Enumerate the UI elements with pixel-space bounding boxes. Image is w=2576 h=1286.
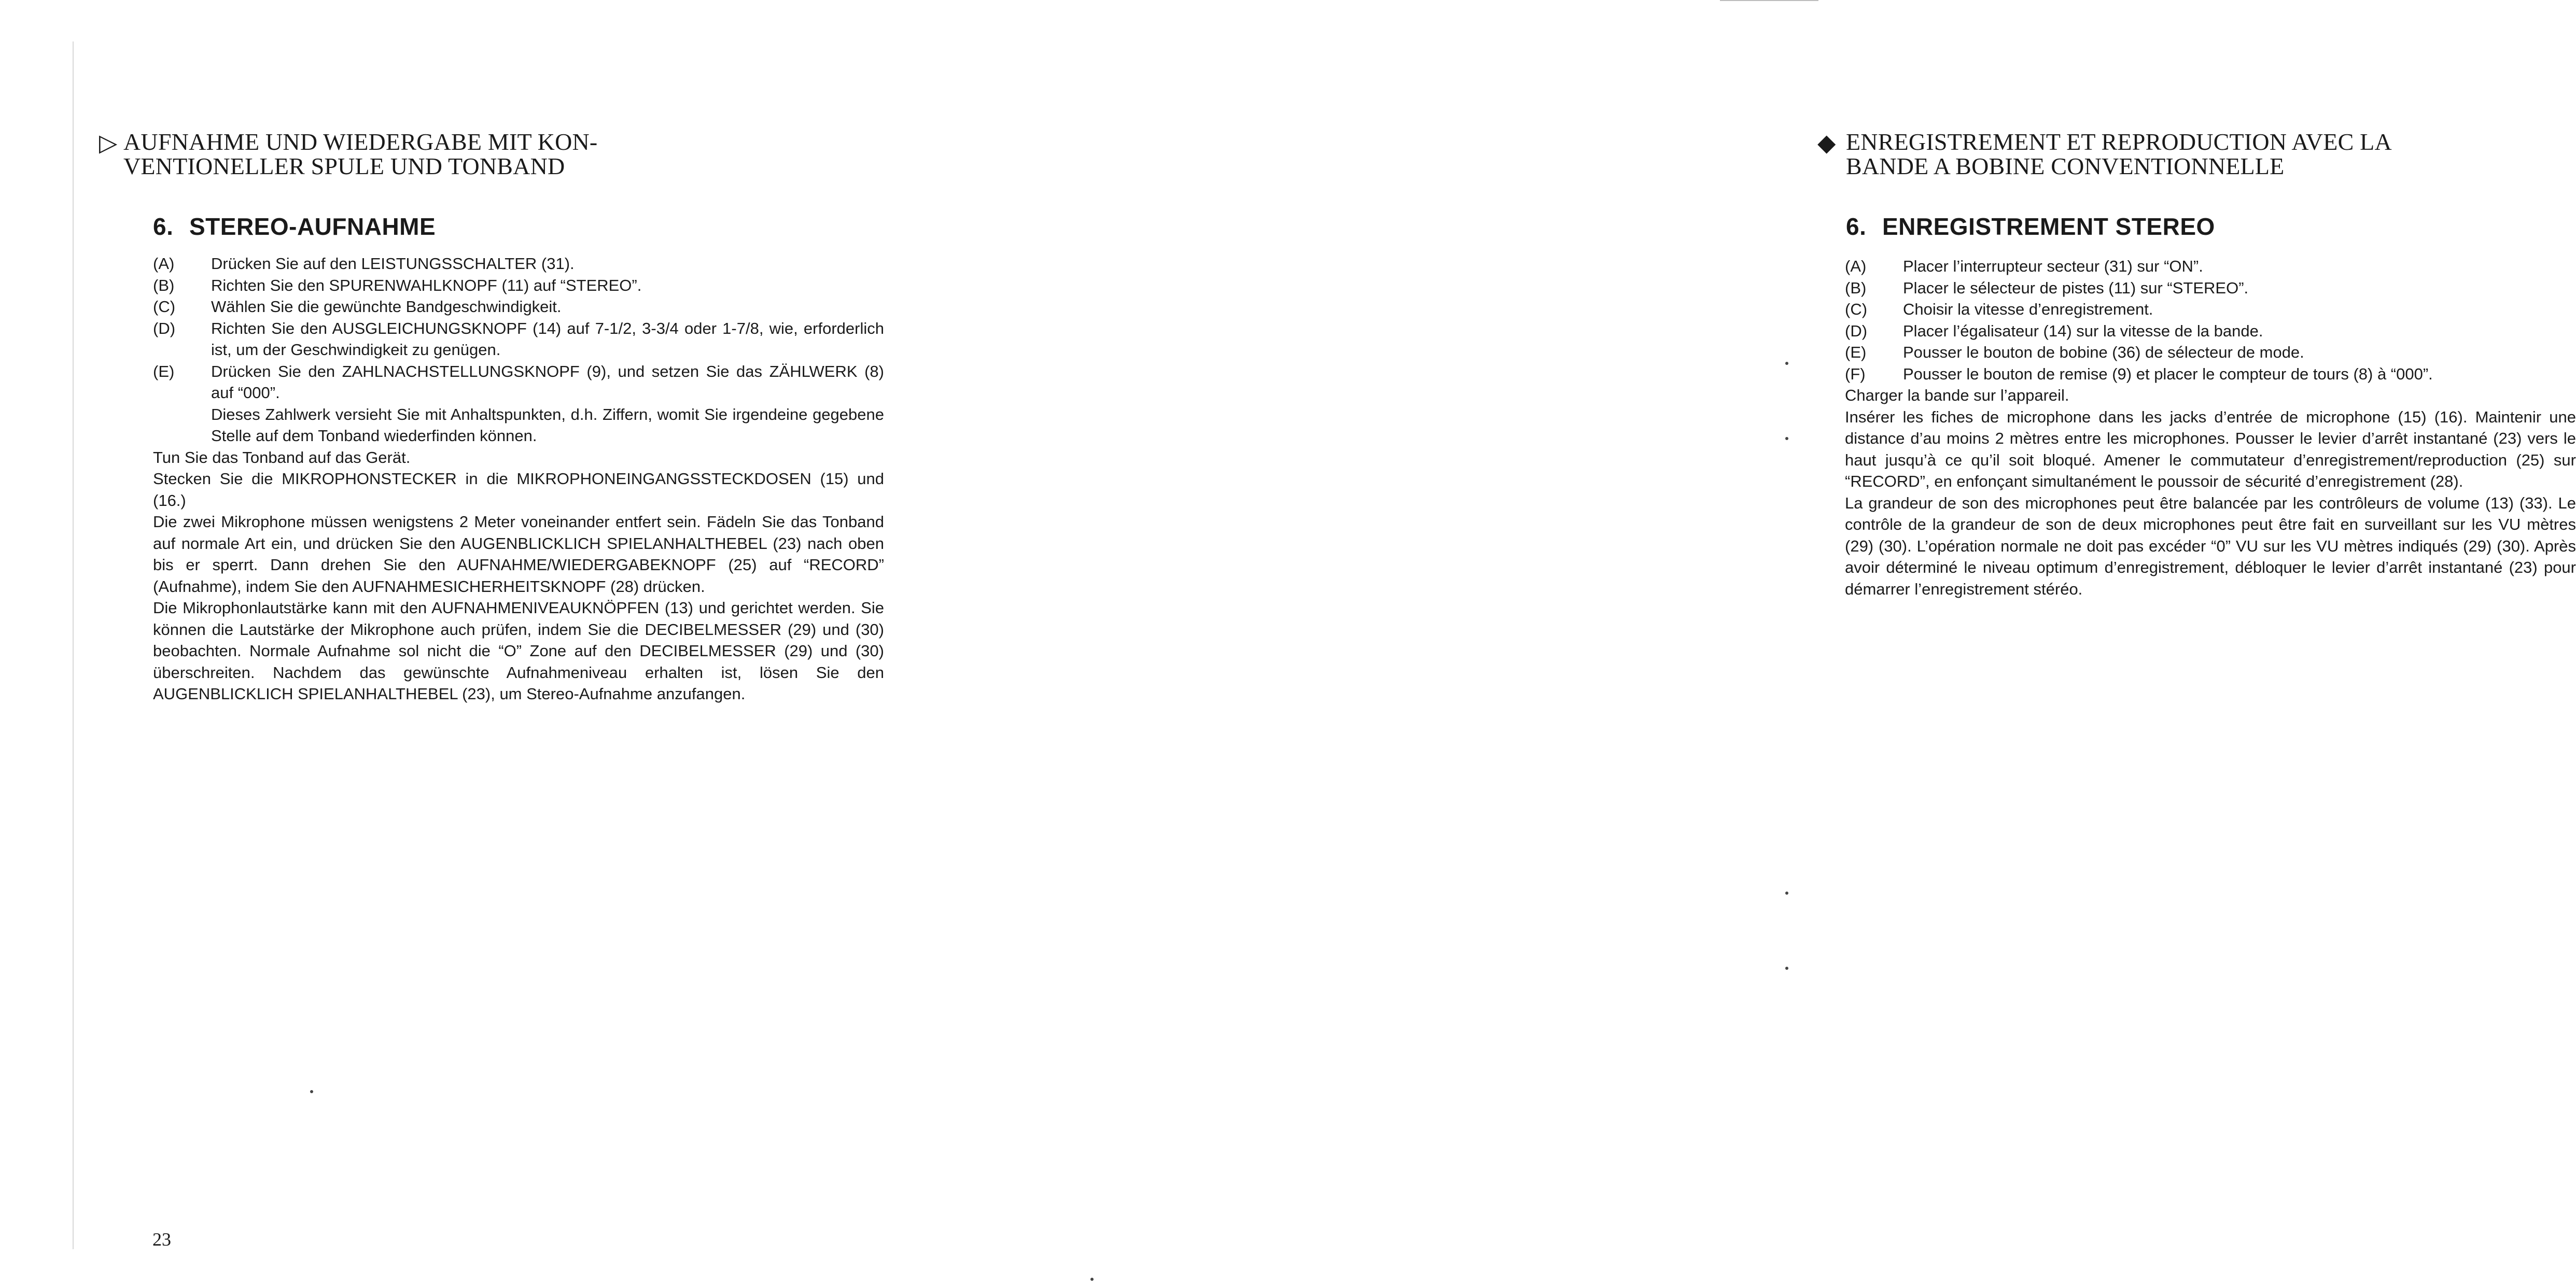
french-step-e bbox=[1845, 342, 2576, 363]
step-key: (A) bbox=[1845, 257, 1867, 275]
step-key: (A) bbox=[153, 255, 175, 273]
step-key: (C) bbox=[1845, 300, 1868, 318]
page-number: 23 bbox=[152, 1229, 171, 1250]
scan-speck bbox=[1785, 437, 1788, 440]
scan-speck bbox=[1785, 362, 1788, 365]
step-key: (D) bbox=[1845, 321, 1868, 340]
filled-bullet-marker-icon: ◆ bbox=[1817, 130, 1836, 156]
german-step-e bbox=[153, 361, 884, 404]
french-step-f bbox=[1845, 363, 2576, 385]
binding-edge-line bbox=[73, 41, 74, 1249]
french-subheading-number: 6. bbox=[1846, 213, 1867, 240]
step-text: Placer l’égalisateur (14) sur la vitesse de la bande. bbox=[1903, 321, 2263, 340]
german-paragraph-2: Stecken Sie die MIKROPHONSTECKER in die MIKROPHONEINGANGSSTECKDOSEN (15) und (16.) bbox=[153, 470, 884, 510]
step-text: Pousser le bouton de bobine (36) de sélecteur de mode. bbox=[1903, 343, 2304, 361]
german-title-line-1: AUFNAHME UND WIEDERGABE MIT KON- bbox=[123, 129, 598, 155]
german-title-line-2: VENTIONELLER SPULE UND TONBAND bbox=[123, 153, 565, 179]
step-text: Drücken Sie auf den LEISTUNGSSCHALTER (31). bbox=[211, 255, 575, 273]
german-body bbox=[153, 253, 884, 705]
french-paragraph-2: Insérer les fiches de microphone dans les jacks d’entrée de microphone (15) (16). Maintenir une distance d’au moins 2 mètres entre les microphones. Pousser le levier d’arrêt instantané (23) vers le haut jusqu’à ce qu’il soit bloqué. Amener le commutateur d’enregistrement/reproduction (25) sur “RECORD”, en enfonçant simultanément le poussoir de sécurité d’enregistrement (28). bbox=[1845, 407, 2576, 490]
step-text: Choisir la vitesse d’enregistrement. bbox=[1903, 300, 2153, 318]
scan-speck bbox=[310, 1090, 313, 1093]
step-key: (E) bbox=[1845, 343, 1867, 361]
step-key: (E) bbox=[153, 362, 175, 380]
step-key: (B) bbox=[1845, 278, 1867, 297]
german-step-d bbox=[153, 318, 884, 361]
scan-speck bbox=[1785, 967, 1788, 970]
step-key: (F) bbox=[1845, 364, 1866, 383]
scan-speck bbox=[1090, 1278, 1094, 1281]
german-paragraph-4: Die Mikrophonlautstärke kann mit den AUFNAHMENIVEAUKNÖPFEN (13) und gerichtet werden. Sie können die Lautstärke der Mikrophone auch prüfen, indem Sie die DECIBELMESSER (29) und (30) beobachten. Normale Aufnahme sol nicht die “O” Zone auf den DECIBELMESSER (29) und (30) überschreiten. Nachdem das gewünschte Aufnahmeniveau erhalten ist, lösen Sie den AUGENBLICKLICH SPIELANHALTHEBEL (23), um Stereo-Aufnahme anzufangen. bbox=[153, 599, 884, 703]
hollow-triangle-marker-icon: ▷ bbox=[99, 130, 118, 156]
step-text: Richten Sie den AUSGLEICHUNGSKNOPF (14) auf 7-1/2, 3-3/4 oder 1-7/8, wie, erforderlich ist, um der Geschwindigkeit zu genügen. bbox=[211, 319, 884, 359]
step-text: Placer le sélecteur de pistes (11) sur “STEREO”. bbox=[1903, 278, 2249, 297]
french-title-line-2: BANDE A BOBINE CONVENTIONNELLE bbox=[1846, 153, 2285, 179]
french-step-b bbox=[1845, 277, 2576, 299]
french-paragraph-1: Charger la bande sur l’appareil. bbox=[1845, 386, 2069, 404]
french-subheading bbox=[1846, 213, 2215, 241]
german-subheading-number: 6. bbox=[153, 213, 174, 240]
step-key: (D) bbox=[153, 319, 176, 337]
french-step-d bbox=[1845, 320, 2576, 342]
step-key: (C) bbox=[153, 298, 176, 316]
german-subheading bbox=[153, 213, 436, 241]
step-text: Pousser le bouton de remise (9) et placer le compteur de tours (8) à “000”. bbox=[1903, 364, 2433, 383]
scan-speck bbox=[1785, 892, 1788, 895]
french-section-title bbox=[1817, 129, 2392, 179]
german-step-a bbox=[153, 253, 884, 275]
top-edge-rule bbox=[1720, 0, 1818, 1]
german-step-b bbox=[153, 275, 884, 296]
french-step-a bbox=[1845, 256, 2576, 277]
french-subheading-text: ENREGISTREMENT STEREO bbox=[1882, 213, 2215, 240]
step-key: (B) bbox=[153, 276, 175, 294]
french-body bbox=[1845, 256, 2576, 600]
german-step-c bbox=[153, 296, 884, 318]
step-text: Placer l’interrupteur secteur (31) sur “ON”. bbox=[1903, 257, 2203, 275]
german-paragraph-1: Tun Sie das Tonband auf das Gerät. bbox=[153, 448, 411, 467]
step-text: Drücken Sie den ZAHLNACHSTELLUNGSKNOPF (9), und setzen Sie das ZÄHLWERK (8) auf “000”. bbox=[211, 362, 884, 402]
step-text: Wählen Sie die gewünchte Bandgeschwindigkeit. bbox=[211, 298, 562, 316]
german-step-note: Dieses Zahlwerk versieht Sie mit Anhaltspunkten, d.h. Ziffern, womit Sie irgendeine gegebene Stelle auf dem Tonband wiederfinden können. bbox=[211, 405, 884, 445]
french-step-c bbox=[1845, 299, 2576, 320]
german-paragraph-3: Die zwei Mikrophone müssen wenigstens 2 Meter voneinander entfert sein. Fädeln Sie das Tonband auf normale Art ein, und drücken Sie den AUGENBLICKLICH SPIELANHALTHEBEL (23) nach oben bis er sperrt. Dann drehen Sie den AUFNAHME/WIEDERGABEKNOPF (25) auf “RECORD” (Aufnahme), indem Sie den AUFNAHMESICHERHEITSKNOPF (28) drücken. bbox=[153, 513, 884, 596]
step-text: Richten Sie den SPURENWAHLKNOPF (11) auf “STEREO”. bbox=[211, 276, 642, 294]
german-section-title bbox=[99, 129, 598, 179]
french-paragraph-3: La grandeur de son des microphones peut être balancée par les contrôleurs de volume (13) (33). Le contrôle de la grandeur de son de deux microphones peut être fait en surveillant sur les VU mètres (29) (30). L’opération normale ne doit pas excéder “0” VU sur les VU mètres indiqués (29) (30). Après avoir déterminé le niveau optimum d’enregistrement, débloquer le levier d’arrêt instantané (23) pour démarrer l’enregistrement stéréo. bbox=[1845, 493, 2576, 598]
french-title-line-1: ENREGISTREMENT ET REPRODUCTION AVEC LA bbox=[1846, 129, 2392, 155]
german-subheading-text: STEREO-AUFNAHME bbox=[189, 213, 436, 240]
